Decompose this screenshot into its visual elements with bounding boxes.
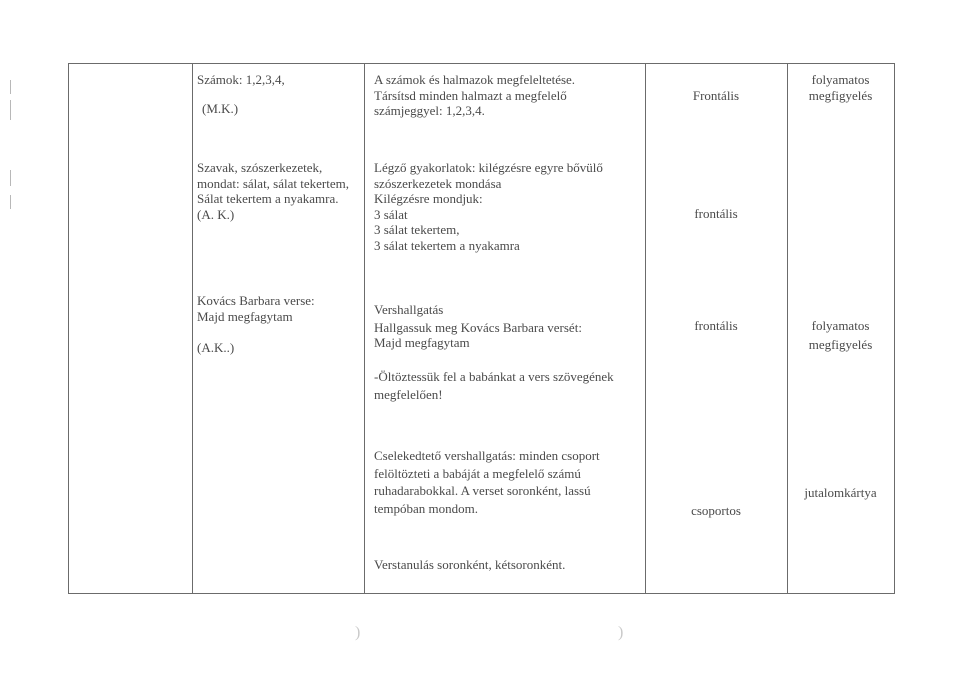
evaluation-cell	[787, 72, 894, 103]
topic-line: Majd megfagytam	[197, 308, 293, 324]
activity-line: 3 sálat	[374, 206, 408, 222]
topic-line: Kovács Barbara verse:	[197, 293, 315, 308]
activity-line: 3 sálat tekertem a nyakamra	[374, 237, 520, 253]
evaluation-line: megfigyelés	[808, 87, 873, 103]
activity-line: Légző gyakorlatok: kilégzésre egyre bővülő	[374, 160, 603, 175]
method-cell	[645, 318, 787, 334]
method-text: Frontális	[692, 88, 740, 103]
activity-line: megfelelően!	[374, 387, 443, 402]
evaluation-cell	[787, 485, 894, 501]
activity-line: -Öltöztessük fel a babánkat a vers szövegének	[374, 368, 614, 384]
activity-line: 3 sálat tekertem,	[374, 222, 460, 237]
activity-cell	[374, 302, 614, 403]
activity-line: A számok és halmazok megfeleltetése.	[374, 72, 576, 87]
table-left-border	[68, 63, 69, 594]
activity-line: számjeggyel: 1,2,3,4.	[374, 103, 485, 118]
column-divider-2	[364, 63, 365, 594]
evaluation-line: folyamatos	[811, 72, 870, 87]
scan-artifact	[10, 170, 11, 186]
scan-artifact: )	[618, 624, 624, 641]
method-cell	[645, 88, 787, 104]
activity-line: Kilégzésre mondjuk:	[374, 191, 483, 206]
activity-line: Vershallgatás	[374, 302, 444, 317]
activity-line: tempóban mondom.	[374, 500, 478, 516]
activity-line: Majd megfagytam	[374, 335, 470, 350]
activity-line: Társítsd minden halmazt a megfelelő	[374, 87, 567, 103]
method-cell	[645, 206, 787, 222]
activity-line: Hallgassuk meg Kovács Barbara versét:	[374, 319, 582, 335]
topic-cell	[197, 72, 285, 116]
activity-cell	[374, 72, 575, 119]
scan-artifact: )	[355, 624, 361, 641]
topic-line: (A.K..)	[197, 340, 235, 355]
evaluation-line: folyamatos	[811, 318, 870, 333]
activity-line: Verstanulás soronként, kétsoronként.	[374, 557, 566, 572]
topic-cell	[197, 293, 315, 356]
evaluation-line: jutalomkártya	[804, 485, 877, 500]
topic-line: Sálat tekertem a nyakamra.	[197, 191, 339, 206]
method-text: frontális	[694, 318, 738, 333]
topic-cell	[197, 160, 349, 222]
topic-line: mondat: sálat, sálat tekertem,	[197, 175, 349, 191]
topic-line: Szavak, szószerkezetek,	[197, 160, 323, 175]
topic-line: Számok: 1,2,3,4,	[197, 72, 285, 87]
activity-line: ruhadarabokkal. A verset soronként, lassú	[374, 483, 591, 498]
column-divider-1	[192, 63, 193, 594]
scan-artifact	[10, 80, 11, 94]
activity-line: felöltözteti a babáját a megfelelő számú	[374, 465, 581, 481]
activity-cell	[374, 447, 600, 517]
method-text: frontális	[694, 206, 738, 221]
activity-line: szószerkezetek mondása	[374, 175, 502, 191]
evaluation-cell	[787, 318, 894, 352]
method-text: csoportos	[691, 503, 741, 518]
activity-line: Cselekedtető vershallgatás: minden csoport	[374, 448, 600, 463]
topic-line: (M.K.)	[202, 100, 239, 116]
scan-artifact	[10, 195, 11, 209]
activity-cell	[374, 160, 603, 253]
scan-artifact	[10, 100, 11, 120]
activity-cell	[374, 557, 565, 573]
topic-line: (A. K.)	[197, 206, 235, 222]
evaluation-line: megfigyelés	[808, 336, 873, 352]
table-right-border	[894, 63, 895, 594]
method-cell	[645, 503, 787, 519]
